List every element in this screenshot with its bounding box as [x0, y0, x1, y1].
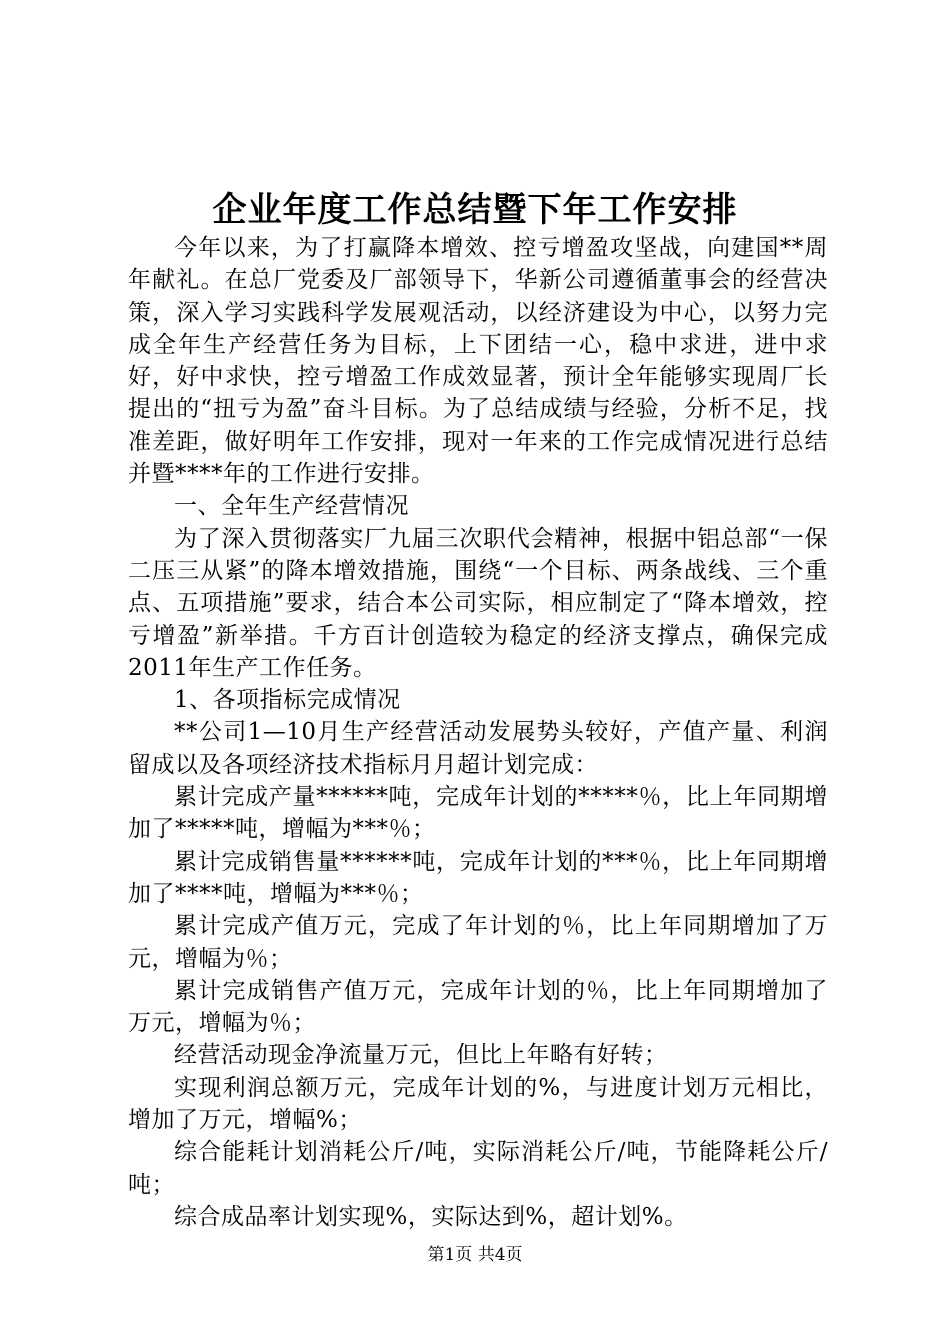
- paragraph-yield: 综合成品率计划实现%，实际达到%，超计划%。: [174, 1203, 688, 1230]
- paragraph-cash-flow: 经营活动现金净流量万元，但比上年略有好转；: [174, 1042, 668, 1069]
- paragraph-energy: 综合能耗计划消耗公斤/吨，实际消耗公斤/吨，节能降耗公斤/吨；: [128, 1139, 828, 1198]
- document-body: [128, 232, 828, 1233]
- paragraph-overview: **公司1—10月生产经营活动发展势头较好，产值产量、利润留成以及各项经济技术指标月月超计划完成：: [128, 719, 828, 778]
- paragraph-sales-volume: 累计完成销售量******吨，完成年计划的***％，比上年同期增加了****吨，增幅为***％；: [128, 848, 828, 907]
- document-title: 企业年度工作总结暨下年工作安排: [212, 190, 738, 230]
- paragraph-intro: 今年以来，为了打赢降本增效、控亏增盈攻坚战，向建国**周年献礼。在总厂党委及厂部领导下，华新公司遵循董事会的经营决策，深入学习实践科学发展观活动，以经济建设为中心，以努力完成全年生产经营任务为目标，上下团结一心，稳中求进，进中求好，好中求快，控亏增盈工作成效显著，预计全年能够实现周厂长提出的“扭亏为盈”奋斗目标。为了总结成绩与经验，分析不足，找准差距，做好明年工作安排，现对一年来的工作完成情况进行总结并暨****年的工作进行安排。: [128, 235, 828, 488]
- paragraph-output-value: 累计完成产值万元，完成了年计划的％，比上年同期增加了万元，增幅为％；: [128, 913, 828, 972]
- subsection-heading-indicators: 1、各项指标完成情况: [174, 687, 401, 714]
- paragraph-measures: 为了深入贯彻落实厂九届三次职代会精神，根据中铝总部“一保二压三从紧”的降本增效措施，围绕“一个目标、两条战线、三个重点、五项措施”要求，结合本公司实际，相应制定了“降本增效，控亏增盈”新举措。千方百计创造较为稳定的经济支撑点，确保完成2011年生产工作任务。: [128, 525, 828, 681]
- section-heading-production: 一、全年生产经营情况: [174, 493, 409, 520]
- page-footer: 第1页 共4页: [427, 1245, 523, 1265]
- paragraph-output: 累计完成产量******吨，完成年计划的*****％，比上年同期增加了*****吨，增幅为***％；: [128, 784, 828, 843]
- paragraph-sales-value: 累计完成销售产值万元，完成年计划的％，比上年同期增加了万元，增幅为％；: [128, 977, 828, 1037]
- paragraph-profit: 实现利润总额万元，完成年计划的%，与进度计划万元相比，增加了万元，增幅%；: [128, 1074, 828, 1134]
